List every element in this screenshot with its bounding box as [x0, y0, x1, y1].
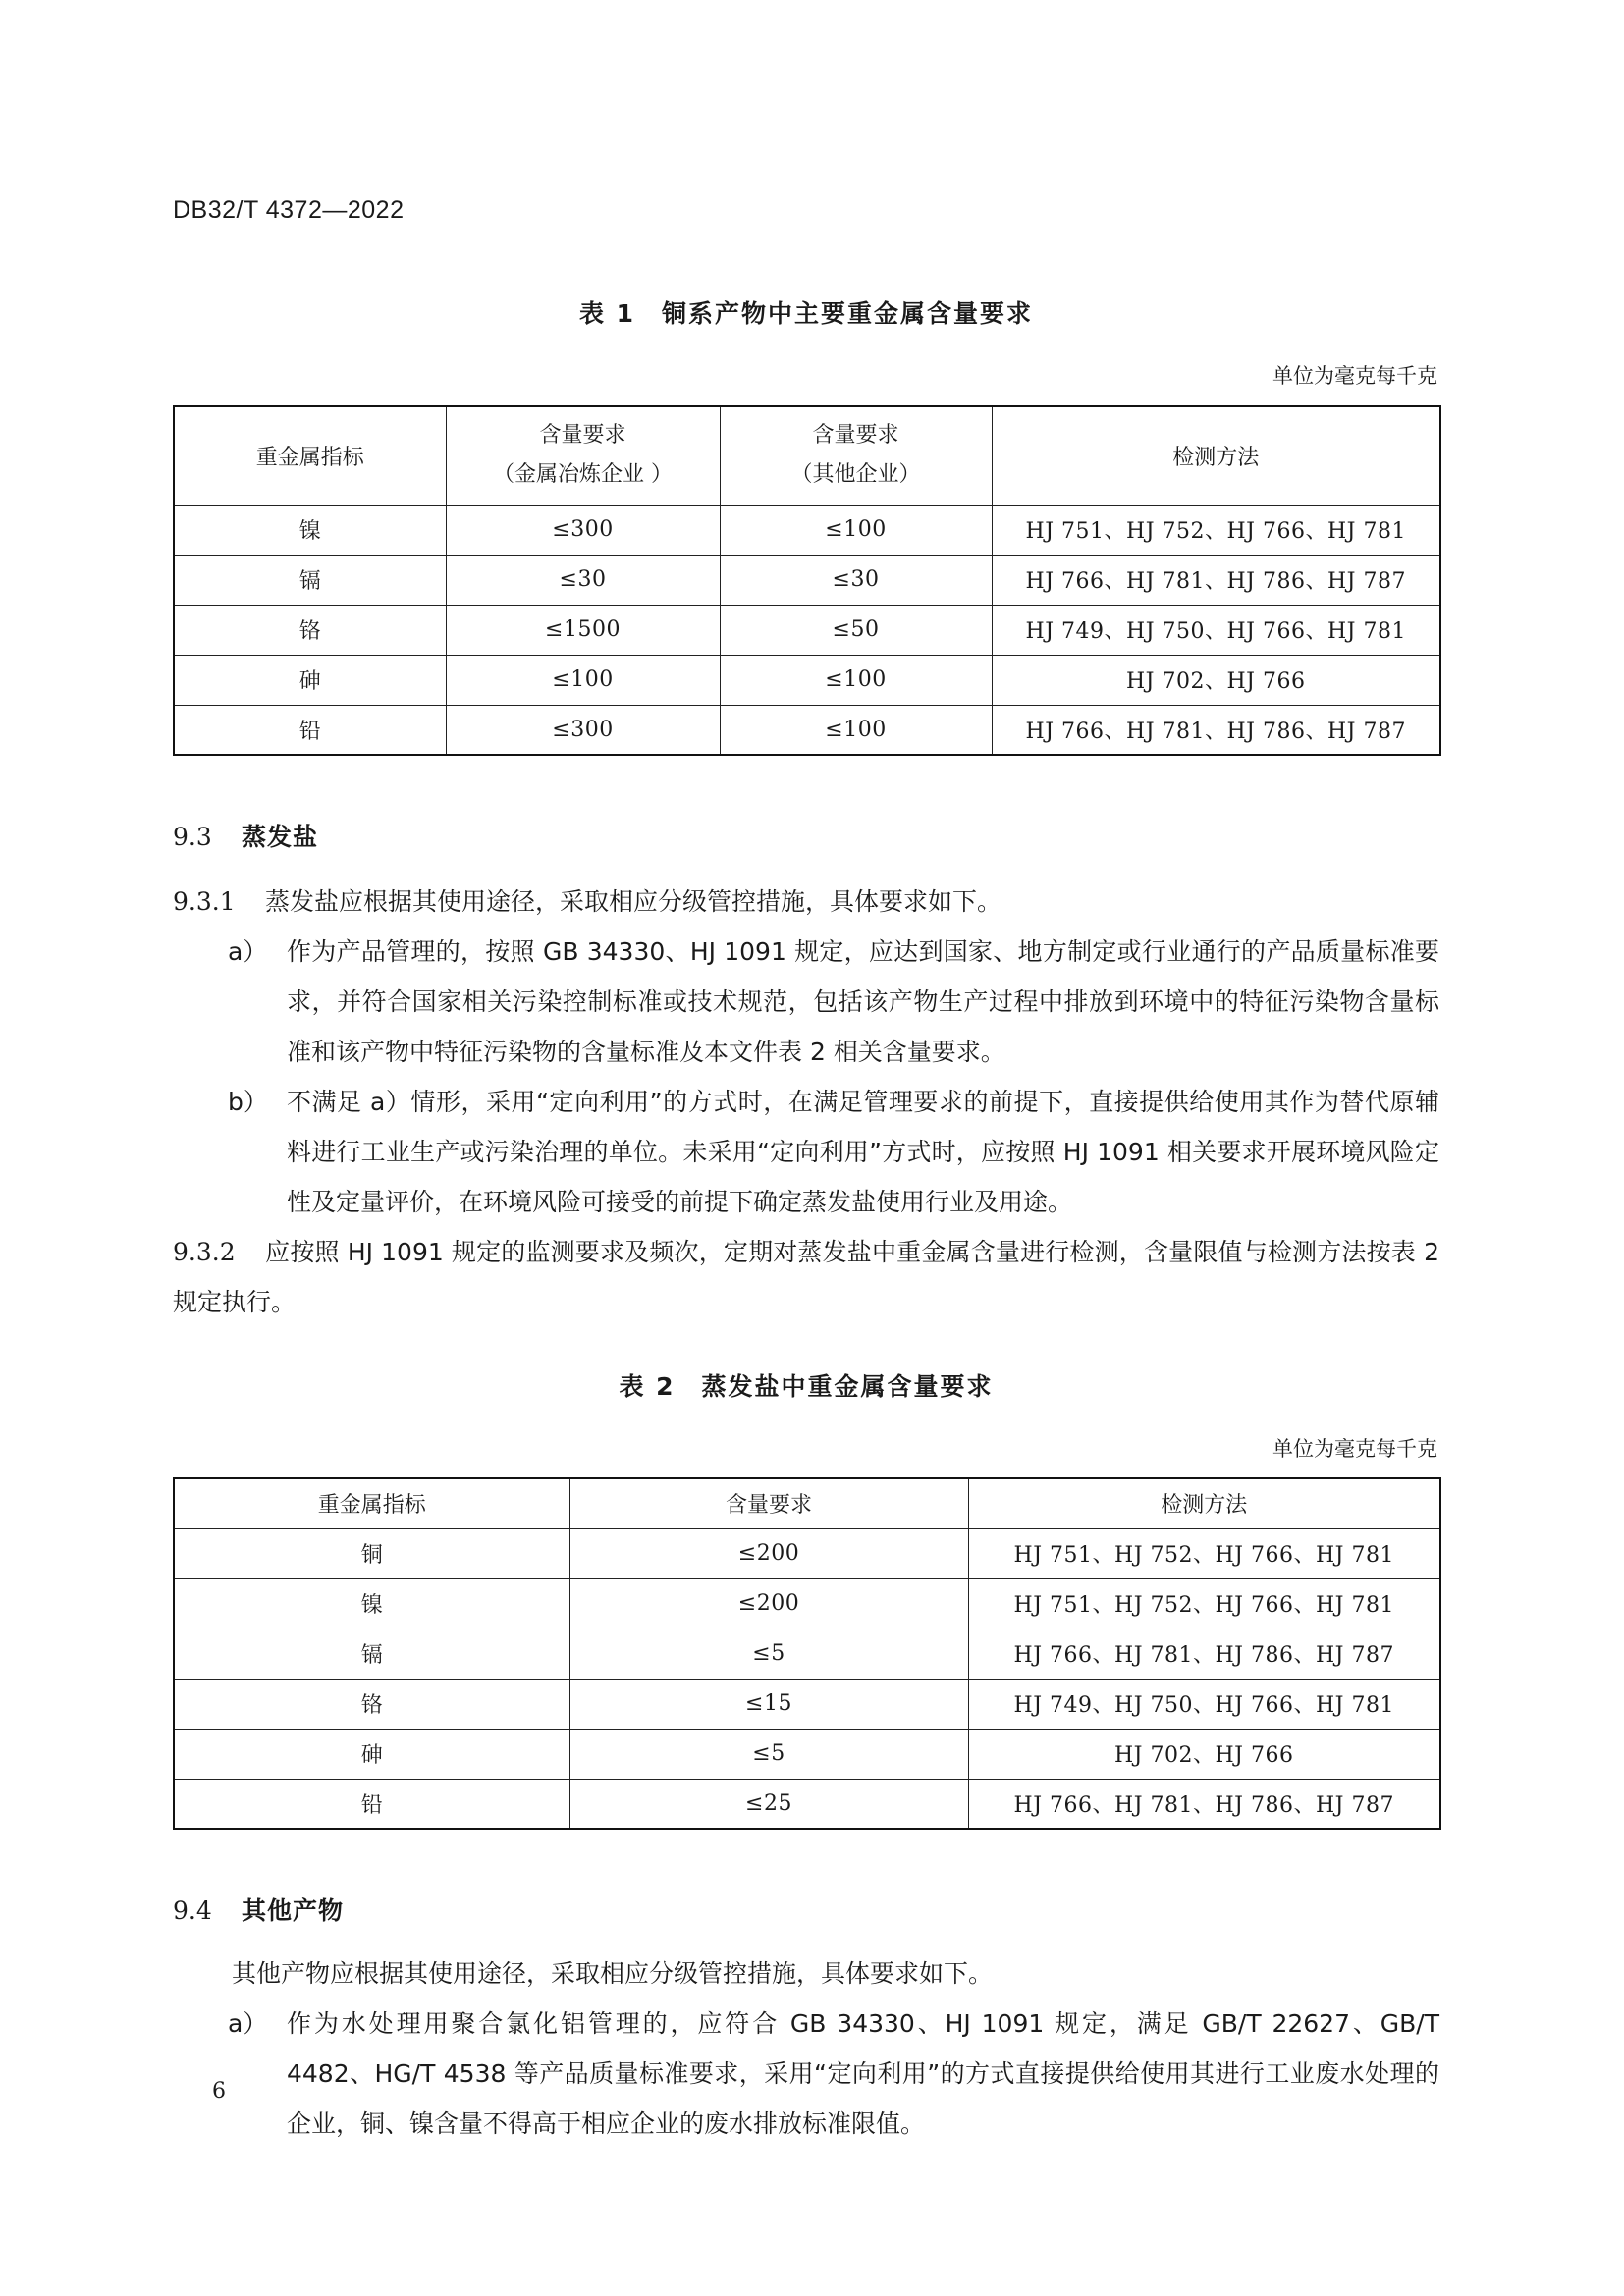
- clause-text: 应按照 HJ 1091 规定的监测要求及频次，定期对蒸发盐中重金属含量进行检测，含量限值与检测方法按表 2 规定执行。: [173, 1238, 1439, 1316]
- table1-cell-other: ≤50: [720, 605, 992, 655]
- table1-header-req-smelting-line1: 含量要求: [539, 423, 626, 449]
- section-title: 其他产物: [242, 1896, 345, 1925]
- clause-9-3-1: [173, 877, 1439, 927]
- table-row: [174, 555, 1440, 605]
- table1-cell-indicator: 铅: [174, 705, 446, 755]
- item-a-text: 作为水处理用聚合氯化铝管理的，应符合 GB 34330、HJ 1091 规定，满足 GB/T 22627、GB/T 4482、HG/T 4538 等产品质量标准要求，采用“定向利用”的方式直接提供给使用其进行工业废水处理的企业，铜、镍含量不得高于相应企业的废水排放标准限值。: [287, 2009, 1439, 2138]
- table1-unit: 单位为毫克每千克: [1272, 364, 1437, 388]
- table-row: [174, 705, 1440, 755]
- table2-cell-indicator: 铅: [174, 1779, 569, 1829]
- table2-cell-requirement: ≤200: [569, 1528, 968, 1578]
- table-row: [174, 1679, 1440, 1729]
- page-number: 6: [212, 2079, 226, 2104]
- table2-header-indicator: 重金属指标: [174, 1478, 569, 1528]
- table2-cell-requirement: ≤200: [569, 1578, 968, 1629]
- table-row: [174, 1779, 1440, 1829]
- section-9-4-heading: [173, 1892, 344, 1927]
- table2-title: 表 2 蒸发盐中重金属含量要求: [619, 1372, 994, 1401]
- table2-cell-method: HJ 702、HJ 766: [968, 1729, 1440, 1779]
- table1-cell-other: ≤100: [720, 705, 992, 755]
- item-a-label: a）: [228, 937, 268, 966]
- table1-cell-indicator: 铬: [174, 605, 446, 655]
- table-row: [174, 1578, 1440, 1629]
- section-9-4-intro: 其他产物应根据其使用途径，采取相应分级管控措施，具体要求如下。: [232, 1959, 994, 1988]
- table2-cell-requirement: ≤25: [569, 1779, 968, 1829]
- table-row: [174, 605, 1440, 655]
- table2-cell-indicator: 镍: [174, 1578, 569, 1629]
- clause-number: 9.3.1: [173, 887, 236, 916]
- table-row: [174, 1629, 1440, 1679]
- table-row: [174, 1528, 1440, 1578]
- table2-cell-method: HJ 751、HJ 752、HJ 766、HJ 781: [968, 1578, 1440, 1629]
- item-a-text: 作为产品管理的，按照 GB 34330、HJ 1091 规定，应达到国家、地方制定或行业通行的产品质量标准要求，并符合国家相关污染控制标准或技术规范，包括该产物生产过程中排放到环境中的特征污染物含量标准和该产物中特征污染物的含量标准及本文件表 2 相关含量要求。: [287, 937, 1439, 1066]
- table1-cell-indicator: 镍: [174, 505, 446, 555]
- table2-cell-requirement: ≤15: [569, 1679, 968, 1729]
- item-a-label: a）: [228, 2009, 268, 2038]
- table1-header-req-smelting-line2: （金属冶炼企业 ）: [493, 462, 673, 488]
- table2-cell-indicator: 镉: [174, 1629, 569, 1679]
- table2-cell-method: HJ 749、HJ 750、HJ 766、HJ 781: [968, 1679, 1440, 1729]
- table1-cell-other: ≤30: [720, 555, 992, 605]
- table2-cell-indicator: 砷: [174, 1729, 569, 1779]
- table1-cell-smelting: ≤100: [446, 655, 720, 705]
- table1-header-indicator: 重金属指标: [174, 406, 446, 505]
- table1-cell-indicator: 砷: [174, 655, 446, 705]
- section-title: 蒸发盐: [242, 823, 319, 851]
- table2-cell-method: HJ 766、HJ 781、HJ 786、HJ 787: [968, 1779, 1440, 1829]
- clause-9-3-2: [173, 1227, 1439, 1327]
- table1-header-req-other: [720, 406, 992, 505]
- table1-cell-method: HJ 702、HJ 766: [992, 655, 1440, 705]
- table1-cell-smelting: ≤1500: [446, 605, 720, 655]
- table1-cell-smelting: ≤300: [446, 705, 720, 755]
- table1-cell-method: HJ 751、HJ 752、HJ 766、HJ 781: [992, 505, 1440, 555]
- table1-header-method: 检测方法: [992, 406, 1440, 505]
- table2-cell-indicator: 铬: [174, 1679, 569, 1729]
- table2-header-method: 检测方法: [968, 1478, 1440, 1528]
- table2-cell-requirement: ≤5: [569, 1629, 968, 1679]
- table1-cell-method: HJ 766、HJ 781、HJ 786、HJ 787: [992, 555, 1440, 605]
- table1-cell-other: ≤100: [720, 655, 992, 705]
- clause-text: 蒸发盐应根据其使用途径，采取相应分级管控措施，具体要求如下。: [265, 887, 1002, 916]
- section-9-3-heading: [173, 818, 318, 853]
- table1-header-req-other-line2: （其他企业）: [790, 462, 921, 488]
- table-row: [174, 1729, 1440, 1779]
- clause-number: 9.3.2: [173, 1238, 236, 1266]
- section-number: 9.4: [173, 1896, 212, 1925]
- table1-header-row: [174, 406, 1440, 505]
- table1-cell-smelting: ≤300: [446, 505, 720, 555]
- table1-title: 表 1 铜系产物中主要重金属含量要求: [578, 299, 1034, 328]
- section-number: 9.3: [173, 823, 212, 851]
- table1-cell-other: ≤100: [720, 505, 992, 555]
- table1-cell-indicator: 镉: [174, 555, 446, 605]
- table1-header-req-smelting: [446, 406, 720, 505]
- table1-cell-method: HJ 749、HJ 750、HJ 766、HJ 781: [992, 605, 1440, 655]
- table2-unit: 单位为毫克每千克: [1272, 1437, 1437, 1461]
- table2-cell-indicator: 铜: [174, 1528, 569, 1578]
- table2-cell-method: HJ 751、HJ 752、HJ 766、HJ 781: [968, 1528, 1440, 1578]
- table2-cell-requirement: ≤5: [569, 1729, 968, 1779]
- table1-header-req-other-line1: 含量要求: [812, 423, 899, 449]
- table1-cell-method: HJ 766、HJ 781、HJ 786、HJ 787: [992, 705, 1440, 755]
- table1: [173, 405, 1441, 756]
- table2-header-requirement: 含量要求: [569, 1478, 968, 1528]
- item-b-label: b）: [228, 1088, 268, 1116]
- item-b-text: 不满足 a）情形，采用“定向利用”的方式时，在满足管理要求的前提下，直接提供给使用其作为替代原辅料进行工业生产或污染治理的单位。未采用“定向利用”方式时，应按照 HJ 1091 相关要求开展环境风险定性及定量评价，在环境风险可接受的前提下确定蒸发盐使用行业及用途。: [287, 1088, 1439, 1216]
- document-code: DB32/T 4372—2022: [173, 196, 405, 224]
- table2: [173, 1477, 1441, 1830]
- table1-cell-smelting: ≤30: [446, 555, 720, 605]
- table2-header-row: [174, 1478, 1440, 1528]
- table-row: [174, 655, 1440, 705]
- table2-cell-method: HJ 766、HJ 781、HJ 786、HJ 787: [968, 1629, 1440, 1679]
- table-row: [174, 505, 1440, 555]
